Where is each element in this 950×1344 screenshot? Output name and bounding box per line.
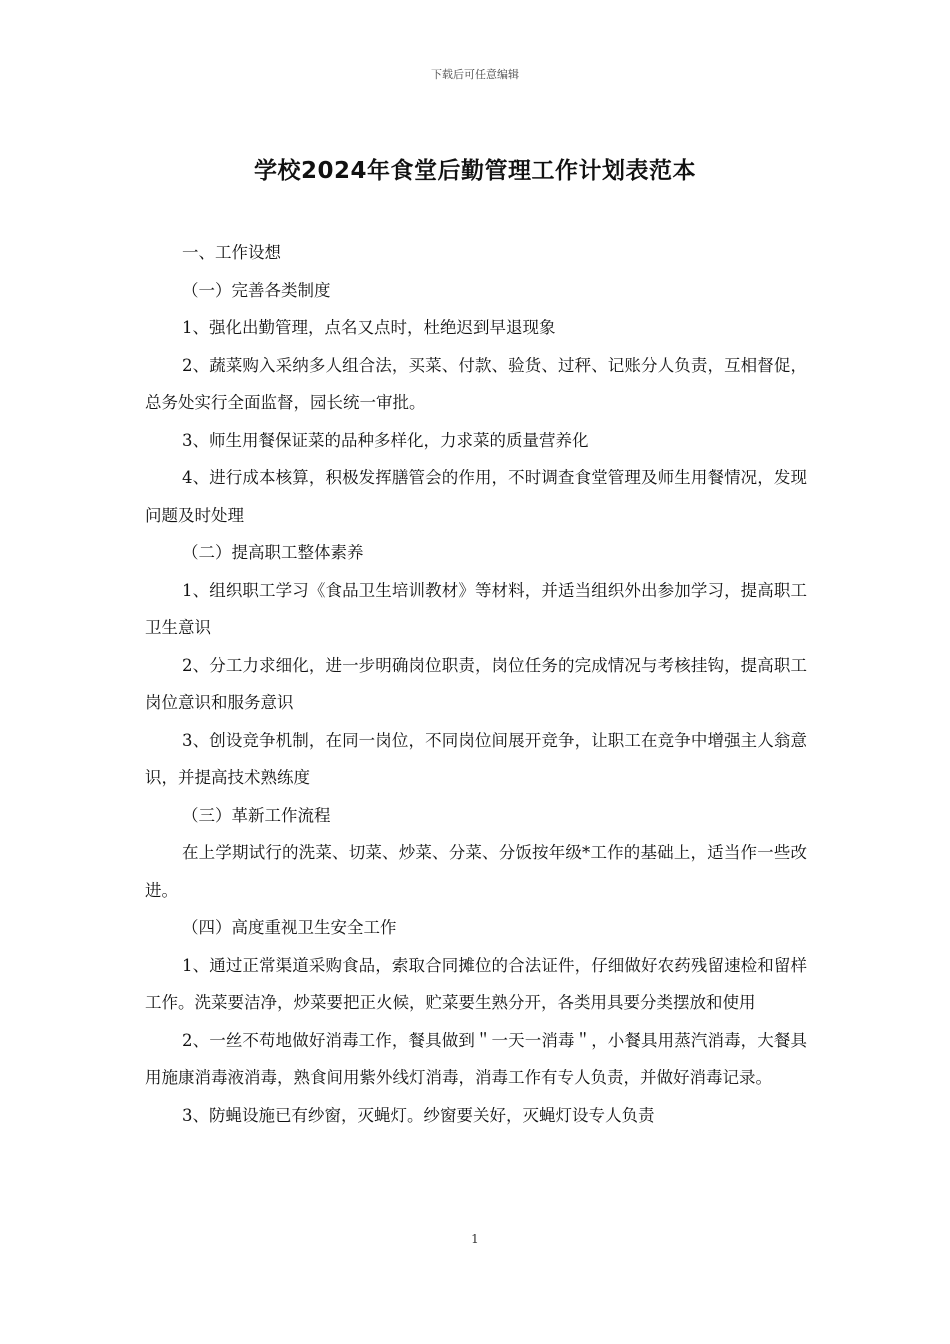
- paragraph: 3、师生用餐保证菜的品种多样化，力求菜的质量营养化: [182, 430, 589, 450]
- document-body: [145, 234, 807, 1134]
- paragraph: 1、组织职工学习《食品卫生培训教材》等材料，并适当组织外出参加学习，提高职工卫生意识: [145, 580, 807, 637]
- paragraph: 2、一丝不苟地做好消毒工作，餐具做到＂一天一消毒＂，小餐具用蒸汽消毒，大餐具用施康消毒液消毒，熟食间用紫外线灯消毒，消毒工作有专人负责，并做好消毒记录。: [145, 1030, 807, 1087]
- paragraph: （二）提高职工整体素养: [182, 543, 364, 562]
- paragraph: 2、蔬菜购入采纳多人组合法，买菜、付款、验货、过秤、记账分人负责，互相督促，总务处实行全面监督，园长统一审批。: [145, 355, 807, 412]
- document-title: 学校2024年食堂后勤管理工作计划表范本: [253, 158, 696, 184]
- paragraph: 1、通过正常渠道采购食品，索取合同摊位的合法证件，仔细做好农药残留速检和留样工作。洗菜要洁净，炒菜要把正火候，贮菜要生熟分开，各类用具要分类摆放和使用: [145, 955, 807, 1012]
- paragraph: 3、创设竞争机制，在同一岗位，不同岗位间展开竞争，让职工在竞争中增强主人翁意识，并提高技术熟练度: [145, 730, 807, 787]
- page-header: 下载后可任意编辑: [431, 68, 519, 81]
- paragraph: （四）高度重视卫生安全工作: [182, 918, 397, 937]
- paragraph: （三）革新工作流程: [182, 805, 331, 825]
- paragraph: 3、防蝇设施已有纱窗，灭蝇灯。纱窗要关好，灭蝇灯设专人负责: [182, 1105, 655, 1125]
- page-number: 1: [471, 1232, 479, 1246]
- paragraph: 在上学期试行的洗菜、切菜、炒菜、分菜、分饭按年级*工作的基础上，适当作一些改进。: [145, 843, 807, 900]
- paragraph: 4、进行成本核算，积极发挥膳管会的作用，不时调查食堂管理及师生用餐情况，发现问题及时处理: [145, 468, 807, 525]
- paragraph: 1、强化出勤管理，点名又点时，杜绝迟到早退现象: [182, 318, 556, 337]
- paragraph: （一）完善各类制度: [182, 280, 331, 300]
- paragraph: 2、分工力求细化，进一步明确岗位职责，岗位任务的完成情况与考核挂钩，提高职工岗位意识和服务意识: [145, 655, 807, 712]
- paragraph: 一、工作设想: [182, 243, 281, 262]
